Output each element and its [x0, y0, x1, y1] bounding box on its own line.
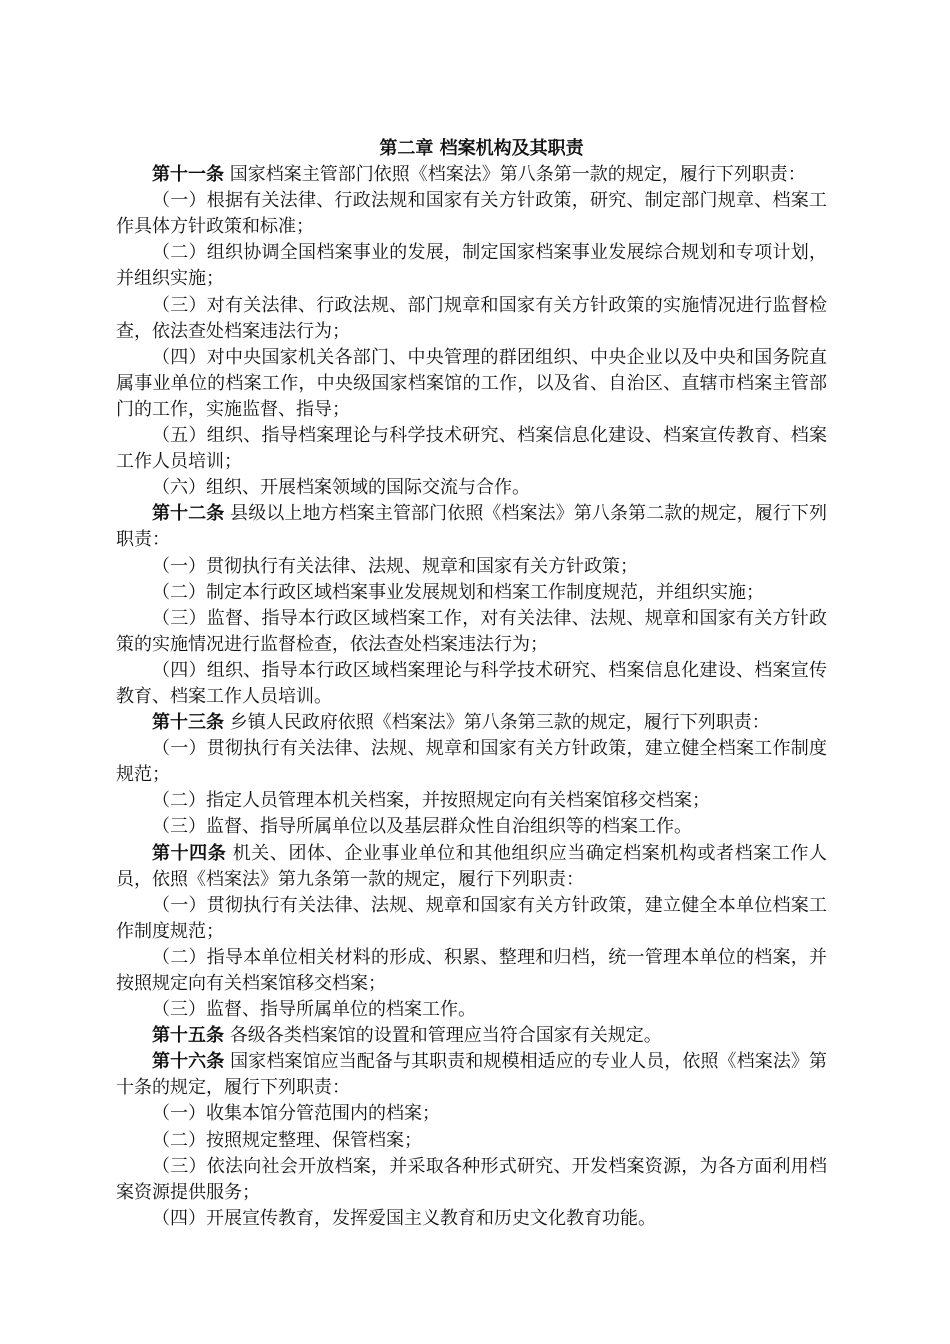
paragraph-text: （一）收集本馆分管范围内的档案；: [152, 1103, 440, 1125]
list-item: [116, 580, 827, 606]
paragraph-text: （一）贯彻执行有关法律、法规、规章和国家有关方针政策，建立健全本单位档案工作制度规范；: [116, 894, 827, 942]
article-label: 第十五条: [152, 1025, 224, 1047]
list-item: [116, 240, 827, 292]
article-paragraph: [116, 1049, 827, 1101]
article-label: 第十一条: [152, 164, 224, 186]
paragraph-text: （二）制定本行政区域档案事业发展规划和档案工作制度规范，并组织实施；: [152, 581, 764, 603]
article-paragraph: [116, 162, 827, 188]
paragraph-text: （四）开展宣传教育，发挥爱国主义教育和历史文化教育功能。: [152, 1207, 656, 1229]
paragraph-text: （一）贯彻执行有关法律、法规、规章和国家有关方针政策；: [152, 555, 638, 577]
list-item: [116, 1154, 827, 1206]
article-paragraph: [116, 501, 827, 553]
list-item: [116, 423, 827, 475]
list-item: [116, 345, 827, 423]
article-paragraph: [116, 841, 827, 893]
paragraph-text: （二）按照规定整理、保管档案；: [152, 1129, 422, 1151]
paragraph-text: （一）贯彻执行有关法律、法规、规章和国家有关方针政策，建立健全档案工作制度规范；: [116, 738, 827, 786]
paragraph-text: （六）组织、开展档案领域的国际交流与合作。: [152, 477, 530, 499]
list-item: [116, 554, 827, 580]
paragraph-text: 乡镇人民政府依照《档案法》第八条第三款的规定，履行下列职责：: [229, 712, 770, 734]
article-label: 第十三条: [152, 712, 224, 734]
paragraph-text: （五）组织、指导档案理论与科学技术研究、档案信息化建设、档案宣传教育、档案工作人员培训；: [116, 425, 827, 473]
list-item: [116, 293, 827, 345]
list-item: [116, 814, 827, 840]
list-item: [116, 1206, 827, 1232]
paragraph-text: （三）依法向社会开放档案，并采取各种形式研究、开发档案资源，为各方面利用档案资源提供服务；: [116, 1155, 827, 1203]
paragraph-text: （一）根据有关法律、行政法规和国家有关方针政策，研究、制定部门规章、档案工作具体方针政策和标准；: [116, 190, 827, 238]
paragraph-text: （二）指导本单位相关材料的形成、积累、整理和归档，统一管理本单位的档案，并按照规定向有关档案馆移交档案；: [116, 946, 827, 994]
list-item: [116, 997, 827, 1023]
list-item: [116, 893, 827, 945]
list-item: [116, 1128, 827, 1154]
list-item: [116, 736, 827, 788]
paragraph-text: （三）监督、指导所属单位的档案工作。: [152, 999, 476, 1021]
chapter-title: 第二章 档案机构及其职责: [379, 138, 584, 159]
paragraph-text: 国家档案主管部门依照《档案法》第八条第一款的规定，履行下列职责：: [229, 164, 806, 186]
paragraph-text: （三）对有关法律、行政法规、部门规章和国家有关方针政策的实施情况进行监督检查，依法查处档案违法行为；: [116, 294, 827, 342]
list-item: [116, 606, 827, 658]
paragraph-text: （四）对中央国家机关各部门、中央管理的群团组织、中央企业以及中央和国务院直属事业单位的档案工作，中央级国家档案馆的工作，以及省、自治区、直辖市档案主管部门的工作，实施监督、指导；: [116, 346, 827, 420]
document-body: [116, 136, 827, 1232]
article-paragraph: [116, 710, 827, 736]
paragraph-text: （三）监督、指导所属单位以及基层群众性自治组织等的档案工作。: [152, 816, 692, 838]
list-item: [116, 788, 827, 814]
paragraph-text: （二）组织协调全国档案事业的发展，制定国家档案事业发展综合规划和专项计划，并组织实施；: [116, 242, 827, 290]
article-label: 第十六条: [152, 1051, 225, 1073]
list-item: [116, 945, 827, 997]
paragraph-text: 国家档案馆应当配备与其职责和规模相适应的专业人员，依照《档案法》第十条的规定，履行下列职责：: [116, 1051, 827, 1099]
paragraph-text: （三）监督、指导本行政区域档案工作，对有关法律、法规、规章和国家有关方针政策的实施情况进行监督检查，依法查处档案违法行为；: [116, 607, 827, 655]
article-label: 第十四条: [152, 842, 227, 864]
paragraph-text: （四）组织、指导本行政区域档案理论与科学技术研究、档案信息化建设、档案宣传教育、档案工作人员培训。: [116, 659, 827, 707]
list-item: [116, 188, 827, 240]
paragraph-text: 机关、团体、企业事业单位和其他组织应当确定档案机构或者档案工作人员，依照《档案法》第九条第一款的规定，履行下列职责：: [116, 842, 827, 890]
list-item: [116, 475, 827, 501]
paragraph-text: 县级以上地方档案主管部门依照《档案法》第八条第二款的规定，履行下列职责：: [116, 503, 827, 551]
list-item: [116, 1101, 827, 1127]
paragraph-text: （二）指定人员管理本机关档案，并按照规定向有关档案馆移交档案；: [152, 790, 710, 812]
article-paragraph: [116, 1023, 827, 1049]
article-label: 第十二条: [152, 503, 225, 525]
paragraph-text: 各级各类档案馆的设置和管理应当符合国家有关规定。: [229, 1025, 662, 1047]
list-item: [116, 658, 827, 710]
